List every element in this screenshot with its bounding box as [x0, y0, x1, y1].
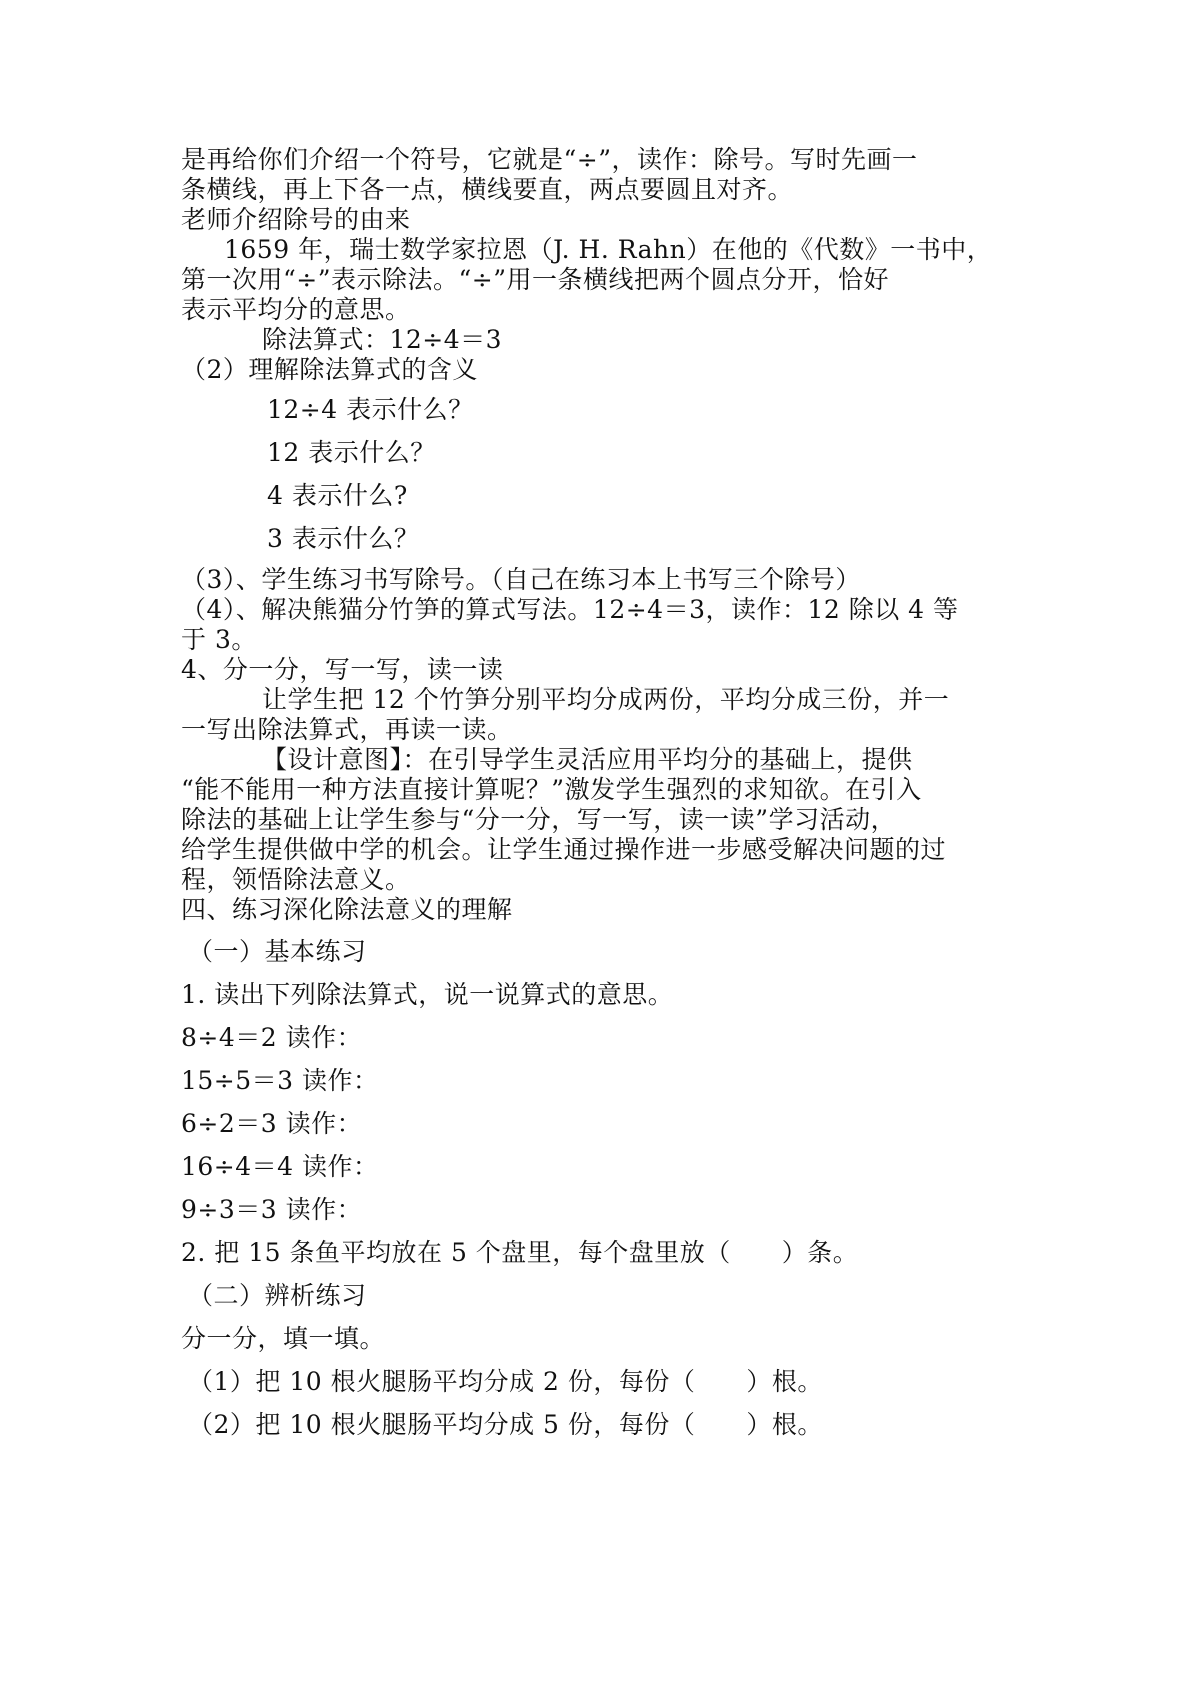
exercise-line: 6÷2＝3 读作： — [181, 1109, 363, 1138]
section-heading: （2）理解除法算式的含义 — [181, 355, 478, 384]
paragraph-line: 第一次用“÷”表示除法。“÷”用一条横线把两个圆点分开，恰好 — [181, 265, 890, 294]
paragraph-line: 1659 年，瑞士数学家拉恩（J. H. Rahn）在他的《代数》一书中， — [224, 235, 993, 264]
paragraph-line: 条横线，再上下各一点，横线要直，两点要圆且对齐。 — [181, 175, 794, 204]
paragraph-line: 除法的基础上让学生参与“分一分，写一写，读一读”学习活动， — [181, 805, 897, 834]
paragraph-line: 给学生提供做中学的机会。让学生通过操作进一步感受解决问题的过 — [181, 835, 947, 864]
question-line: 4 表示什么? — [267, 481, 408, 510]
paragraph-line: 一写出除法算式，再读一读。 — [181, 715, 513, 744]
paragraph-line: （4）、解决熊猫分竹笋的算式写法。12÷4＝3，读作：12 除以 4 等 — [181, 595, 959, 624]
paragraph-line: 是再给你们介绍一个符号，它就是“÷”，读作：除号。写时先画一 — [181, 145, 918, 174]
section-heading: 四、练习深化除法意义的理解 — [181, 895, 513, 924]
exercise-line: 16÷4＝4 读作： — [181, 1152, 379, 1181]
paragraph-line: 让学生把 12 个竹笋分别平均分成两份，平均分成三份，并一 — [262, 685, 950, 714]
question-line: 12÷4 表示什么？ — [267, 395, 474, 424]
paragraph-line: 老师介绍除号的由来 — [181, 205, 411, 234]
paragraph-line: （3）、学生练习书写除号。（自己在练习本上书写三个除号） — [181, 565, 861, 594]
question-line: 12 表示什么？ — [267, 438, 436, 467]
paragraph-line: 程，领悟除法意义。 — [181, 865, 411, 894]
section-heading: 4、分一分，写一写，读一读 — [181, 655, 504, 684]
exercise-line: （2）把 10 根火腿肠平均分成 5 份，每份（ ）根。 — [188, 1410, 823, 1439]
question-line: 3 表示什么？ — [267, 524, 420, 553]
formula-line: 除法算式：12÷4＝3 — [262, 325, 503, 354]
paragraph-line: 表示平均分的意思。 — [181, 295, 411, 324]
subsection-heading: （二）辨析练习 — [188, 1281, 367, 1310]
exercise-line: 9÷3＝3 读作： — [181, 1195, 363, 1224]
exercise-line: 分一分，填一填。 — [181, 1324, 386, 1353]
exercise-line: （1）把 10 根火腿肠平均分成 2 份，每份（ ）根。 — [188, 1367, 823, 1396]
exercise-line: 2. 把 15 条鱼平均放在 5 个盘里，每个盘里放（ ）条。 — [181, 1238, 859, 1267]
subsection-heading: （一）基本练习 — [188, 937, 367, 966]
paragraph-line: 于 3。 — [181, 625, 257, 654]
paragraph-line: “能不能用一种方法直接计算呢？”激发学生强烈的求知欲。在引入 — [181, 775, 922, 804]
exercise-line: 8÷4＝2 读作： — [181, 1023, 363, 1052]
design-intent-line: 【设计意图】：在引导学生灵活应用平均分的基础上，提供 — [262, 745, 913, 774]
exercise-line: 15÷5＝3 读作： — [181, 1066, 379, 1095]
exercise-line: 1. 读出下列除法算式，说一说算式的意思。 — [181, 980, 674, 1009]
